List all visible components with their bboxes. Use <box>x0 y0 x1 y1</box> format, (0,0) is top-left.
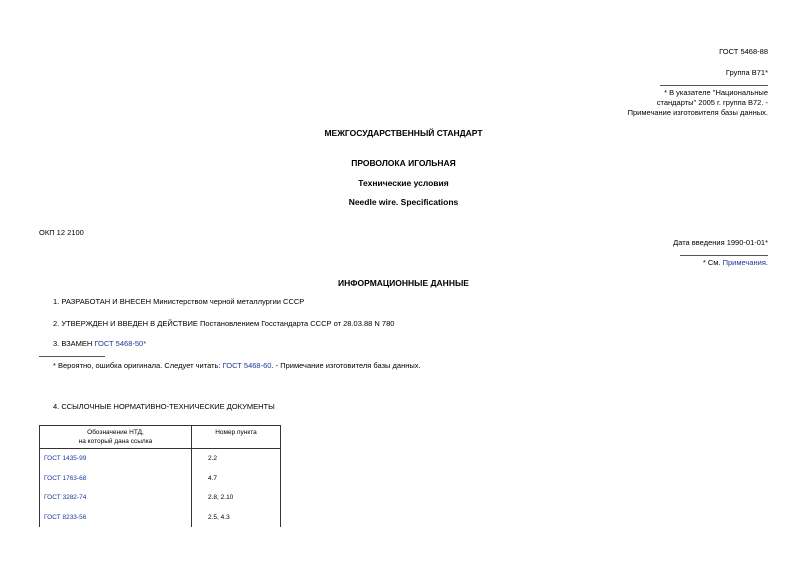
table-cell-document-link[interactable]: ГОСТ 1435-99 <box>40 449 192 469</box>
introduction-date: Дата введения 1990-01-01* <box>673 238 768 247</box>
table-row <box>40 469 281 489</box>
date-footnote-rule <box>680 255 768 256</box>
table-cell-document-link[interactable]: ГОСТ 1763-68 <box>40 469 192 489</box>
footnote-line-2: стандарты" 2005 г. группа В72. - <box>656 98 768 107</box>
table-row <box>40 488 281 508</box>
table-cell-document-link[interactable]: ГОСТ 8233-56 <box>40 508 192 528</box>
table-cell-document-link[interactable]: ГОСТ 3282-74 <box>40 488 192 508</box>
column-header-item-number: Номер пункта <box>192 426 281 449</box>
info-item-references: 4. ССЫЛОЧНЫЕ НОРМАТИВНО-ТЕХНИЧЕСКИЕ ДОКУМЕНТЫ <box>53 402 275 411</box>
note-prefix: * Вероятно, ошибка оригинала. Следует читать: <box>53 361 223 370</box>
info-data-heading: ИНФОРМАЦИОННЫЕ ДАННЫЕ <box>338 278 469 288</box>
footnote-line-1: * В указателе "Национальные <box>664 88 768 97</box>
table-cell-item-number: 2.5, 4.3 <box>192 508 281 528</box>
footnote-line-3: Примечание изготовителя базы данных. <box>627 108 768 117</box>
standard-type-heading: МЕЖГОСУДАРСТВЕННЫЙ СТАНДАРТ <box>324 128 483 138</box>
column-header-document-line-1: Обозначение НТД, <box>87 429 144 436</box>
table-row <box>40 449 281 469</box>
see-notes-suffix: . <box>765 258 768 267</box>
info-item-replaces <box>53 339 146 348</box>
replaces-prefix: 3. ВЗАМЕН <box>53 339 95 348</box>
table-cell-item-number: 4.7 <box>192 469 281 489</box>
notes-link[interactable]: Примечания <box>722 258 766 267</box>
reference-documents-table <box>39 425 281 527</box>
table-header-row <box>40 426 281 449</box>
standard-subtitle: Технические условия <box>358 178 449 188</box>
original-error-note <box>53 361 421 370</box>
see-notes-prefix: * См. <box>702 258 723 267</box>
replaced-standard-link[interactable]: ГОСТ 5468-50* <box>94 339 147 348</box>
table-cell-item-number: 2.8, 2.10 <box>192 488 281 508</box>
note-suffix: . - Примечание изготовителя базы данных. <box>271 361 421 370</box>
note-rule <box>39 356 105 357</box>
table-row <box>40 508 281 528</box>
table-cell-item-number: 2.2 <box>192 449 281 469</box>
info-item-approved: 2. УТВЕРЖДЕН И ВВЕДЕН В ДЕЙСТВИЕ Постановлением Госстандарта СССР от 28.03.88 N 780 <box>53 319 395 328</box>
document-group: Группа В71* <box>725 68 768 77</box>
document-number: ГОСТ 5468-88 <box>719 47 768 56</box>
column-header-document <box>40 426 192 449</box>
standard-english-title: Needle wire. Specifications <box>348 197 459 207</box>
column-header-document-line-2: на который дана ссылка <box>78 438 153 445</box>
info-item-developed: 1. РАЗРАБОТАН И ВНЕСЕН Министерством черной металлургии СССР <box>53 297 305 306</box>
footnote-rule <box>660 85 768 86</box>
okp-code: ОКП 12 2100 <box>39 228 84 237</box>
corrected-standard-link[interactable]: ГОСТ 5468-60 <box>222 361 272 370</box>
standard-title: ПРОВОЛОКА ИГОЛЬНАЯ <box>351 158 456 168</box>
see-notes-line <box>703 258 768 267</box>
